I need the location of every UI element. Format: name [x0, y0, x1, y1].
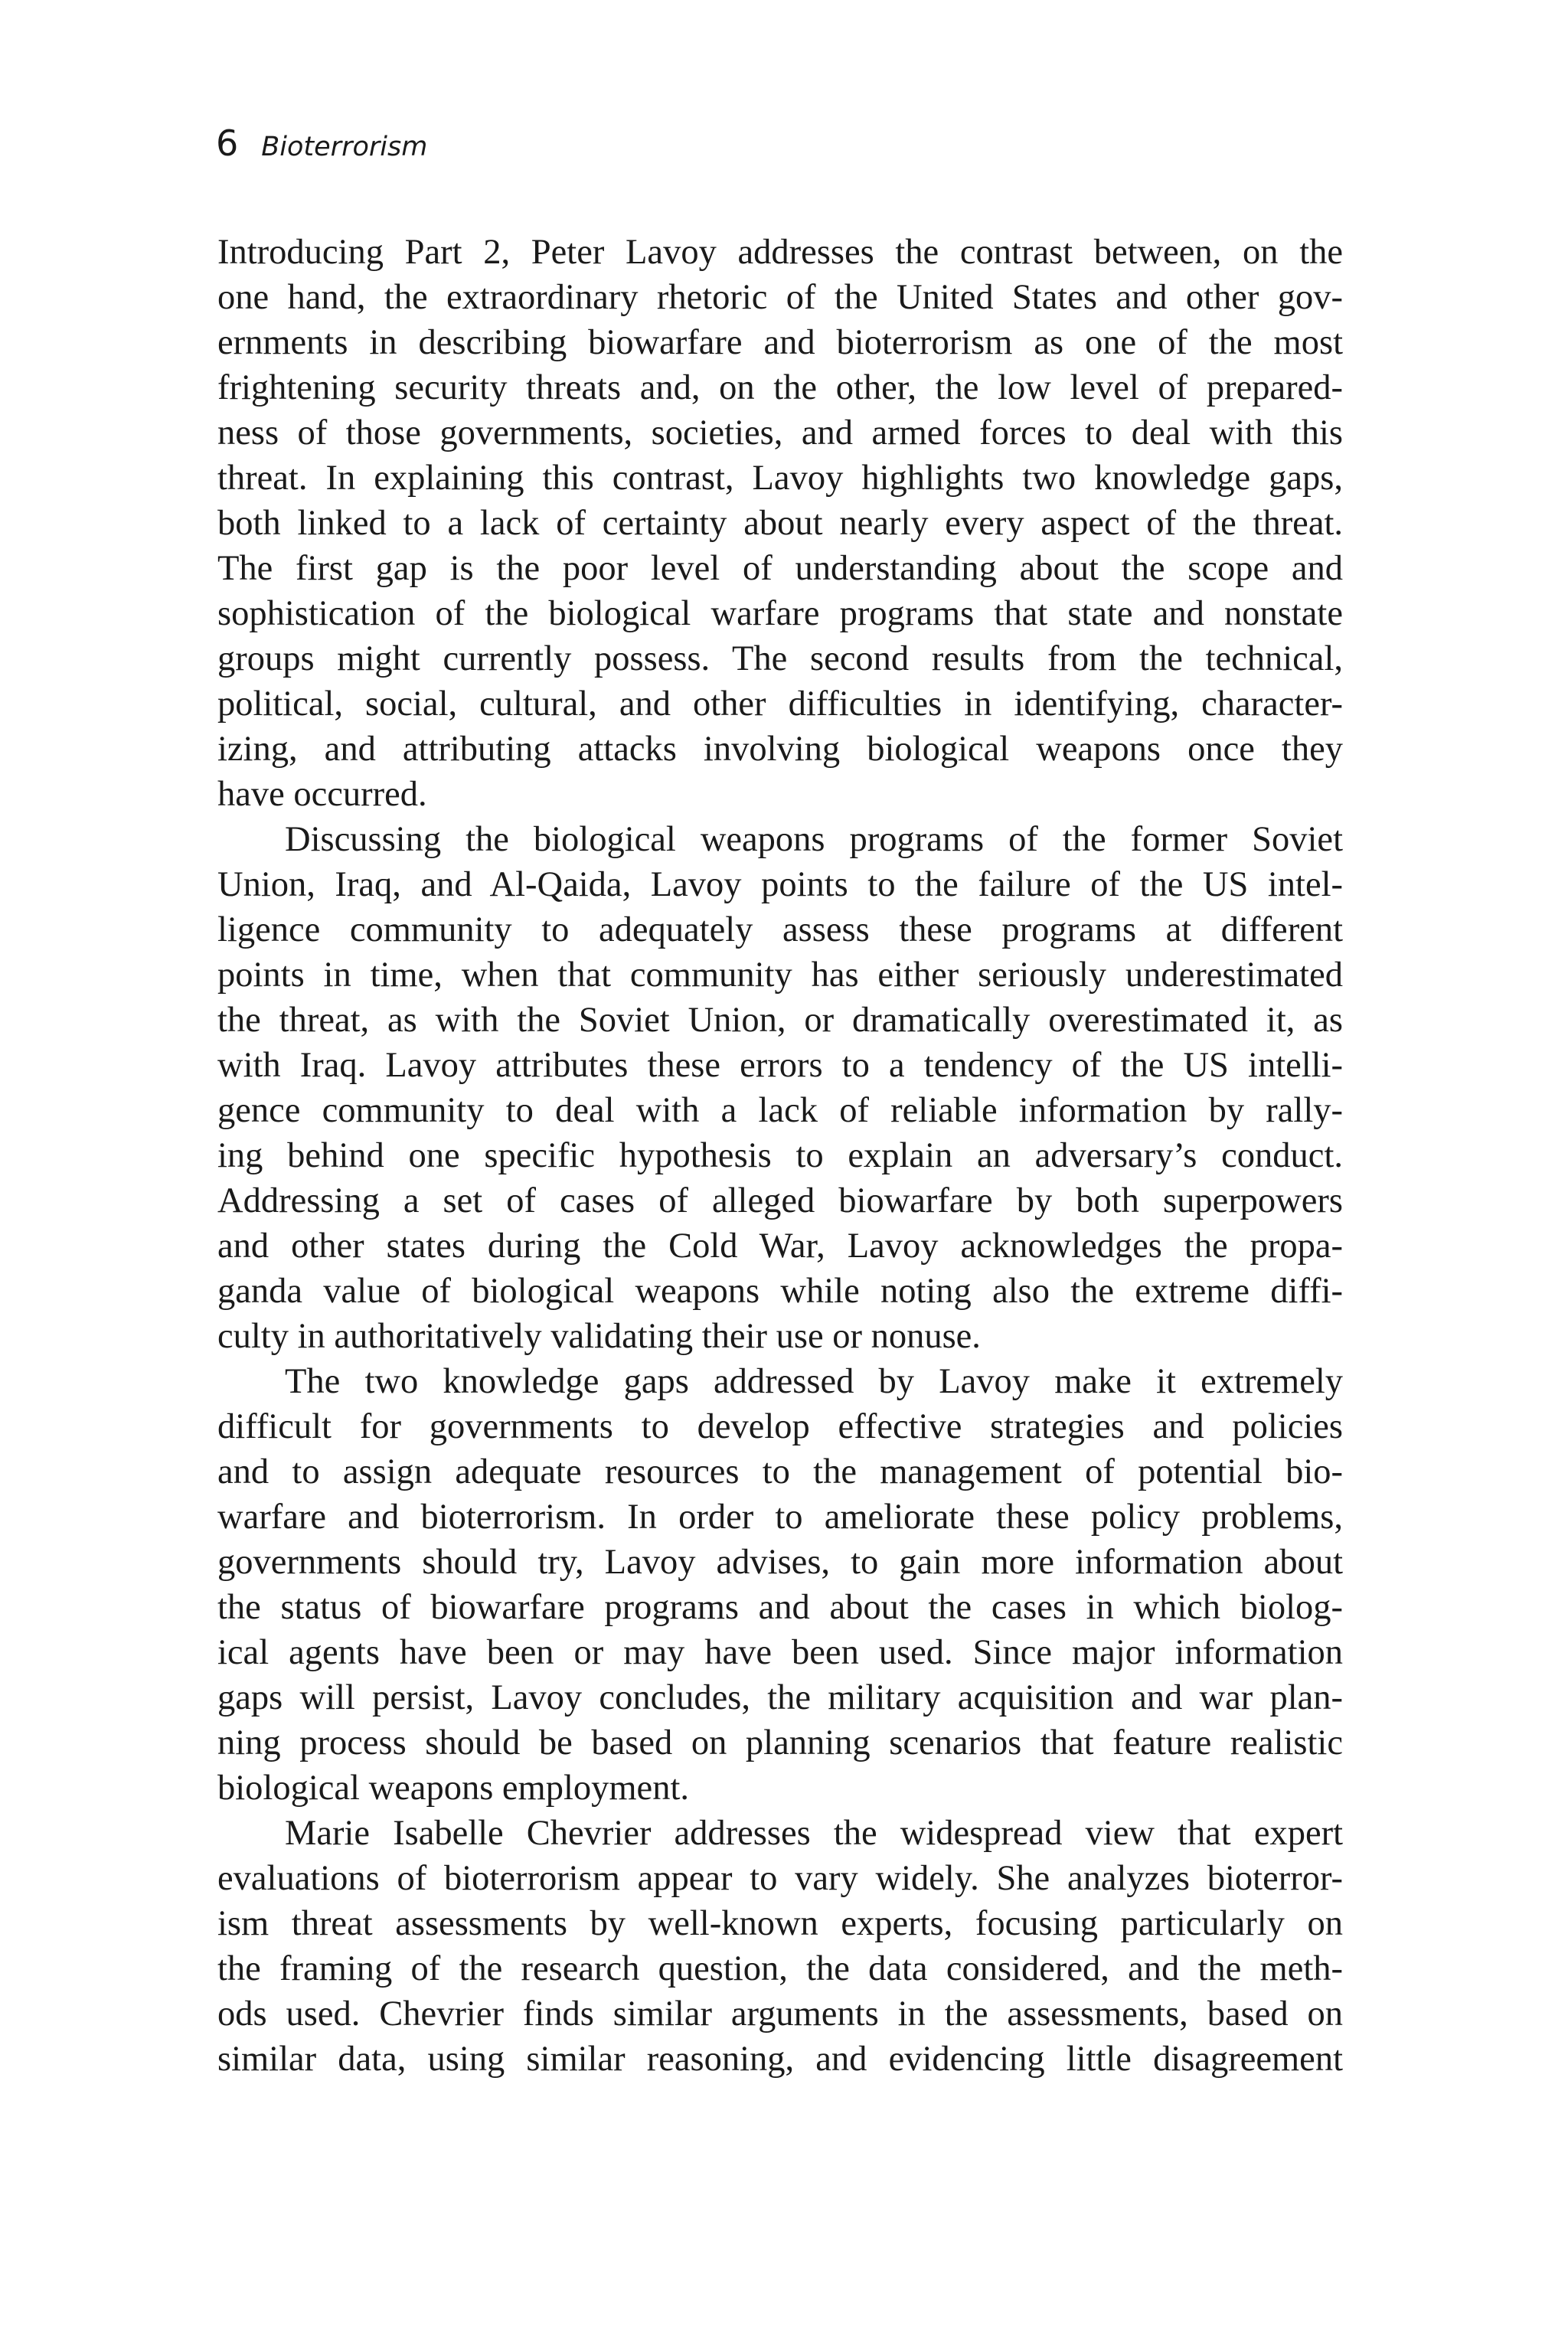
text-line: frightening security threats and, on the other, the low level of prepared- [217, 368, 1343, 407]
text-line: political, social, cultural, and other difficulties in identifying, character- [217, 684, 1343, 724]
text-line: ism threat assessments by well-known experts, focusing particularly on [217, 1904, 1343, 1943]
text-line: the framing of the research question, the data considered, and the meth- [217, 1949, 1343, 1988]
text-line: ligence community to adequately assess these programs at different [217, 910, 1343, 949]
text-line: ganda value of biological weapons while noting also the extreme diffi- [217, 1272, 1343, 1311]
text-line: one hand, the extraordinary rhetoric of the United States and other gov- [217, 278, 1343, 317]
text-line: Introducing Part 2, Peter Lavoy addresses the contrast between, on the [217, 233, 1343, 272]
text-line: Addressing a set of cases of alleged biowarfare by both superpowers [217, 1181, 1343, 1220]
text-line: ernments in describing biowarfare and bioterrorism as one of the most [217, 323, 1343, 362]
text-line: threat. In explaining this contrast, Lavoy highlights two knowledge gaps, [217, 459, 1343, 498]
text-line: have occurred. [217, 775, 427, 814]
text-line: ing behind one specific hypothesis to explain an adversary’s conduct. [217, 1136, 1343, 1175]
text-line: biological weapons employment. [217, 1769, 689, 1808]
text-line: with Iraq. Lavoy attributes these errors to a tendency of the US intelli- [217, 1046, 1343, 1085]
page-number: 6 [216, 122, 239, 164]
text-line: sophistication of the biological warfare programs that state and nonstate [217, 594, 1343, 633]
paragraph [217, 230, 1343, 817]
text-line: gence community to deal with a lack of reliable information by rally- [217, 1091, 1343, 1130]
text-line: and other states during the Cold War, Lavoy acknowledges the propa- [217, 1227, 1343, 1266]
text-line: culty in authoritatively validating their use or nonuse. [217, 1317, 981, 1356]
text-line: ods used. Chevrier finds similar arguments in the assessments, based on [217, 1994, 1343, 2034]
text-line: izing, and attributing attacks involving biological weapons once they [217, 730, 1343, 769]
body-text [217, 230, 1343, 2082]
text-line: Discussing the biological weapons programs of the former Soviet [285, 820, 1343, 859]
text-line: the threat, as with the Soviet Union, or dramatically overestimated it, as [217, 1001, 1343, 1040]
text-line: difficult for governments to develop effective strategies and policies [217, 1407, 1343, 1446]
text-line: gaps will persist, Lavoy concludes, the military acquisition and war plan- [217, 1678, 1343, 1717]
paragraph [217, 1359, 1343, 1811]
running-head [216, 122, 427, 168]
text-line: ness of those governments, societies, and armed forces to deal with this [217, 413, 1343, 452]
text-line: warfare and bioterrorism. In order to ameliorate these policy problems, [217, 1498, 1343, 1537]
text-line: points in time, when that community has either seriously underestimated [217, 956, 1343, 995]
text-line: and to assign adequate resources to the management of potential bio- [217, 1452, 1343, 1491]
text-line: Union, Iraq, and Al-Qaida, Lavoy points to the failure of the US intel- [217, 865, 1343, 904]
text-line: ical agents have been or may have been used. Since major information [217, 1633, 1343, 1672]
text-line: governments should try, Lavoy advises, to gain more information about [217, 1543, 1343, 1582]
text-line: evaluations of bioterrorism appear to vary widely. She analyzes bioterror- [217, 1859, 1343, 1898]
paragraph [217, 817, 1343, 1359]
text-line: ning process should be based on planning scenarios that feature realistic [217, 1723, 1343, 1762]
running-title: Bioterrorism [261, 132, 428, 162]
text-line: both linked to a lack of certainty about nearly every aspect of the threat. [217, 504, 1343, 543]
paragraph [217, 1811, 1343, 2082]
text-line: similar data, using similar reasoning, and evidencing little disagreement [217, 2040, 1343, 2079]
text-line: the status of biowarfare programs and about the cases in which biolog- [217, 1588, 1343, 1627]
text-line: groups might currently possess. The second results from the technical, [217, 639, 1343, 678]
text-line: The first gap is the poor level of understanding about the scope and [217, 549, 1343, 588]
text-line: The two knowledge gaps addressed by Lavoy make it extremely [285, 1362, 1343, 1401]
text-line: Marie Isabelle Chevrier addresses the widespread view that expert [285, 1814, 1343, 1853]
